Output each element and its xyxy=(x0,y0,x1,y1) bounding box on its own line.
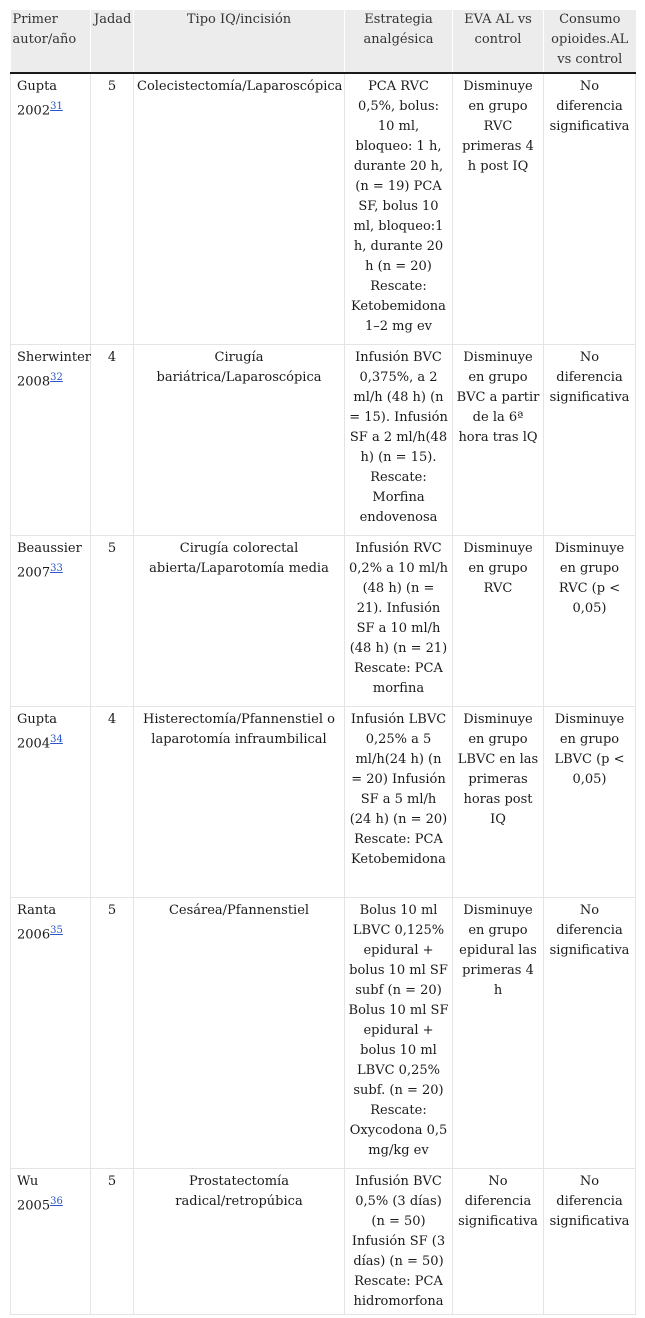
table-row xyxy=(11,73,636,344)
jadad-cell: 4 xyxy=(91,344,134,535)
table-row xyxy=(11,706,636,897)
header-consumo: Consumo opioides.AL vs control xyxy=(544,10,636,73)
author-cell: Ranta 2006$^{35}$ xyxy=(11,897,91,1168)
results-table xyxy=(10,10,636,1315)
tipo-cell: Cirugía colorectal abierta/Laparotomía media xyxy=(134,535,345,706)
estrategia-cell: Infusión RVC 0,2% a 10 ml/h (48 h) (n = 21). Infusión SF a 10 ml/h (48 h) (n = 21) Rescate: PCA morfina xyxy=(345,535,453,706)
eva-cell: Disminuye en grupo RVC primeras 4 h post IQ xyxy=(453,73,544,344)
eva-cell: Disminuye en grupo LBVC en las primeras horas post IQ xyxy=(453,706,544,897)
jadad-cell: 4 xyxy=(91,706,134,897)
eva-cell: No diferencia significativa xyxy=(453,1168,544,1314)
tipo-cell: Colecistectomía/Laparoscópica xyxy=(134,73,345,344)
jadad-cell: 5 xyxy=(91,1168,134,1314)
author-cell: Gupta 2004$^{34}$ xyxy=(11,706,91,897)
reference-link[interactable]: 34 xyxy=(50,733,63,745)
table-row xyxy=(11,897,636,1168)
table-row xyxy=(11,535,636,706)
table-row xyxy=(11,1168,636,1314)
table-body xyxy=(11,73,636,1314)
header-jadad: Jadad xyxy=(91,10,134,73)
consumo-cell: No diferencia significativa xyxy=(544,73,636,344)
header-author: Primer autor/año xyxy=(11,10,91,73)
tipo-cell: Cirugía bariátrica/Laparoscópica xyxy=(134,344,345,535)
consumo-cell: Disminuye en grupo RVC (p < 0,05) xyxy=(544,535,636,706)
eva-cell: Disminuye en grupo epidural las primeras 4 h xyxy=(453,897,544,1168)
eva-cell: Disminuye en grupo BVC a partir de la 6ª hora tras lQ xyxy=(453,344,544,535)
estrategia-cell: PCA RVC 0,5%, bolus: 10 ml, bloqueo: 1 h, durante 20 h, (n = 19) PCA SF, bolus 10 ml, bloqueo:1 h, durante 20 h (n = 20) Rescate: Ketobemidona 1–2 mg ev xyxy=(345,73,453,344)
reference-link[interactable]: 35 xyxy=(50,924,63,936)
author-cell: Gupta 2002$^{31}$ xyxy=(11,73,91,344)
table-header xyxy=(11,10,636,73)
reference-link[interactable]: 31 xyxy=(50,101,63,112)
eva-cell: Disminuye en grupo RVC xyxy=(453,535,544,706)
estrategia-cell: Bolus 10 ml LBVC 0,125% epidural + bolus 10 ml SF subf (n = 20) Bolus 10 ml SF epidural + bolus 10 ml LBVC 0,25% subf. (n = 20) Rescate: Oxycodona 0,5 mg/kg ev xyxy=(345,897,453,1168)
consumo-cell: Disminuye en grupo LBVC (p < 0,05) xyxy=(544,706,636,897)
tipo-cell: Histerectomía/Pfannenstiel o laparotomía infraumbilical xyxy=(134,706,345,897)
consumo-cell: No diferencia significativa xyxy=(544,1168,636,1314)
estrategia-cell: Infusión BVC 0,375%, a 2 ml/h (48 h) (n = 15). Infusión SF a 2 ml/h(48 h) (n = 15). Rescate: Morfina endovenosa xyxy=(345,344,453,535)
author-cell: Beaussier 2007$^{33}$ xyxy=(11,535,91,706)
author-cell: Sherwinter 2008$^{32}$ xyxy=(11,344,91,535)
author-cell: Wu 2005$^{36}$ xyxy=(11,1168,91,1314)
table-row xyxy=(11,344,636,535)
tipo-cell: Prostatectomía radical/retropúbica xyxy=(134,1168,345,1314)
header-eva: EVA AL vs control xyxy=(453,10,544,73)
estrategia-cell: Infusión BVC 0,5% (3 días) (n = 50) Infusión SF (3 días) (n = 50) Rescate: PCA hidromorfona xyxy=(345,1168,453,1314)
jadad-cell: 5 xyxy=(91,535,134,706)
reference-link[interactable]: 32 xyxy=(50,371,63,383)
reference-link[interactable]: 36 xyxy=(50,1195,63,1207)
header-tipo: Tipo IQ/incisión xyxy=(134,10,345,73)
jadad-cell: 5 xyxy=(91,73,134,344)
consumo-cell: No diferencia significativa xyxy=(544,344,636,535)
tipo-cell: Cesárea/Pfannenstiel xyxy=(134,897,345,1168)
reference-link[interactable]: 33 xyxy=(50,562,63,574)
jadad-cell: 5 xyxy=(91,897,134,1168)
estrategia-cell: Infusión LBVC 0,25% a 5 ml/h(24 h) (n = 20) Infusión SF a 5 ml/h (24 h) (n = 20) Rescate: PCA Ketobemidona xyxy=(345,706,453,897)
consumo-cell: No diferencia significativa xyxy=(544,897,636,1168)
header-estrategia: Estrategia analgésica xyxy=(345,10,453,73)
